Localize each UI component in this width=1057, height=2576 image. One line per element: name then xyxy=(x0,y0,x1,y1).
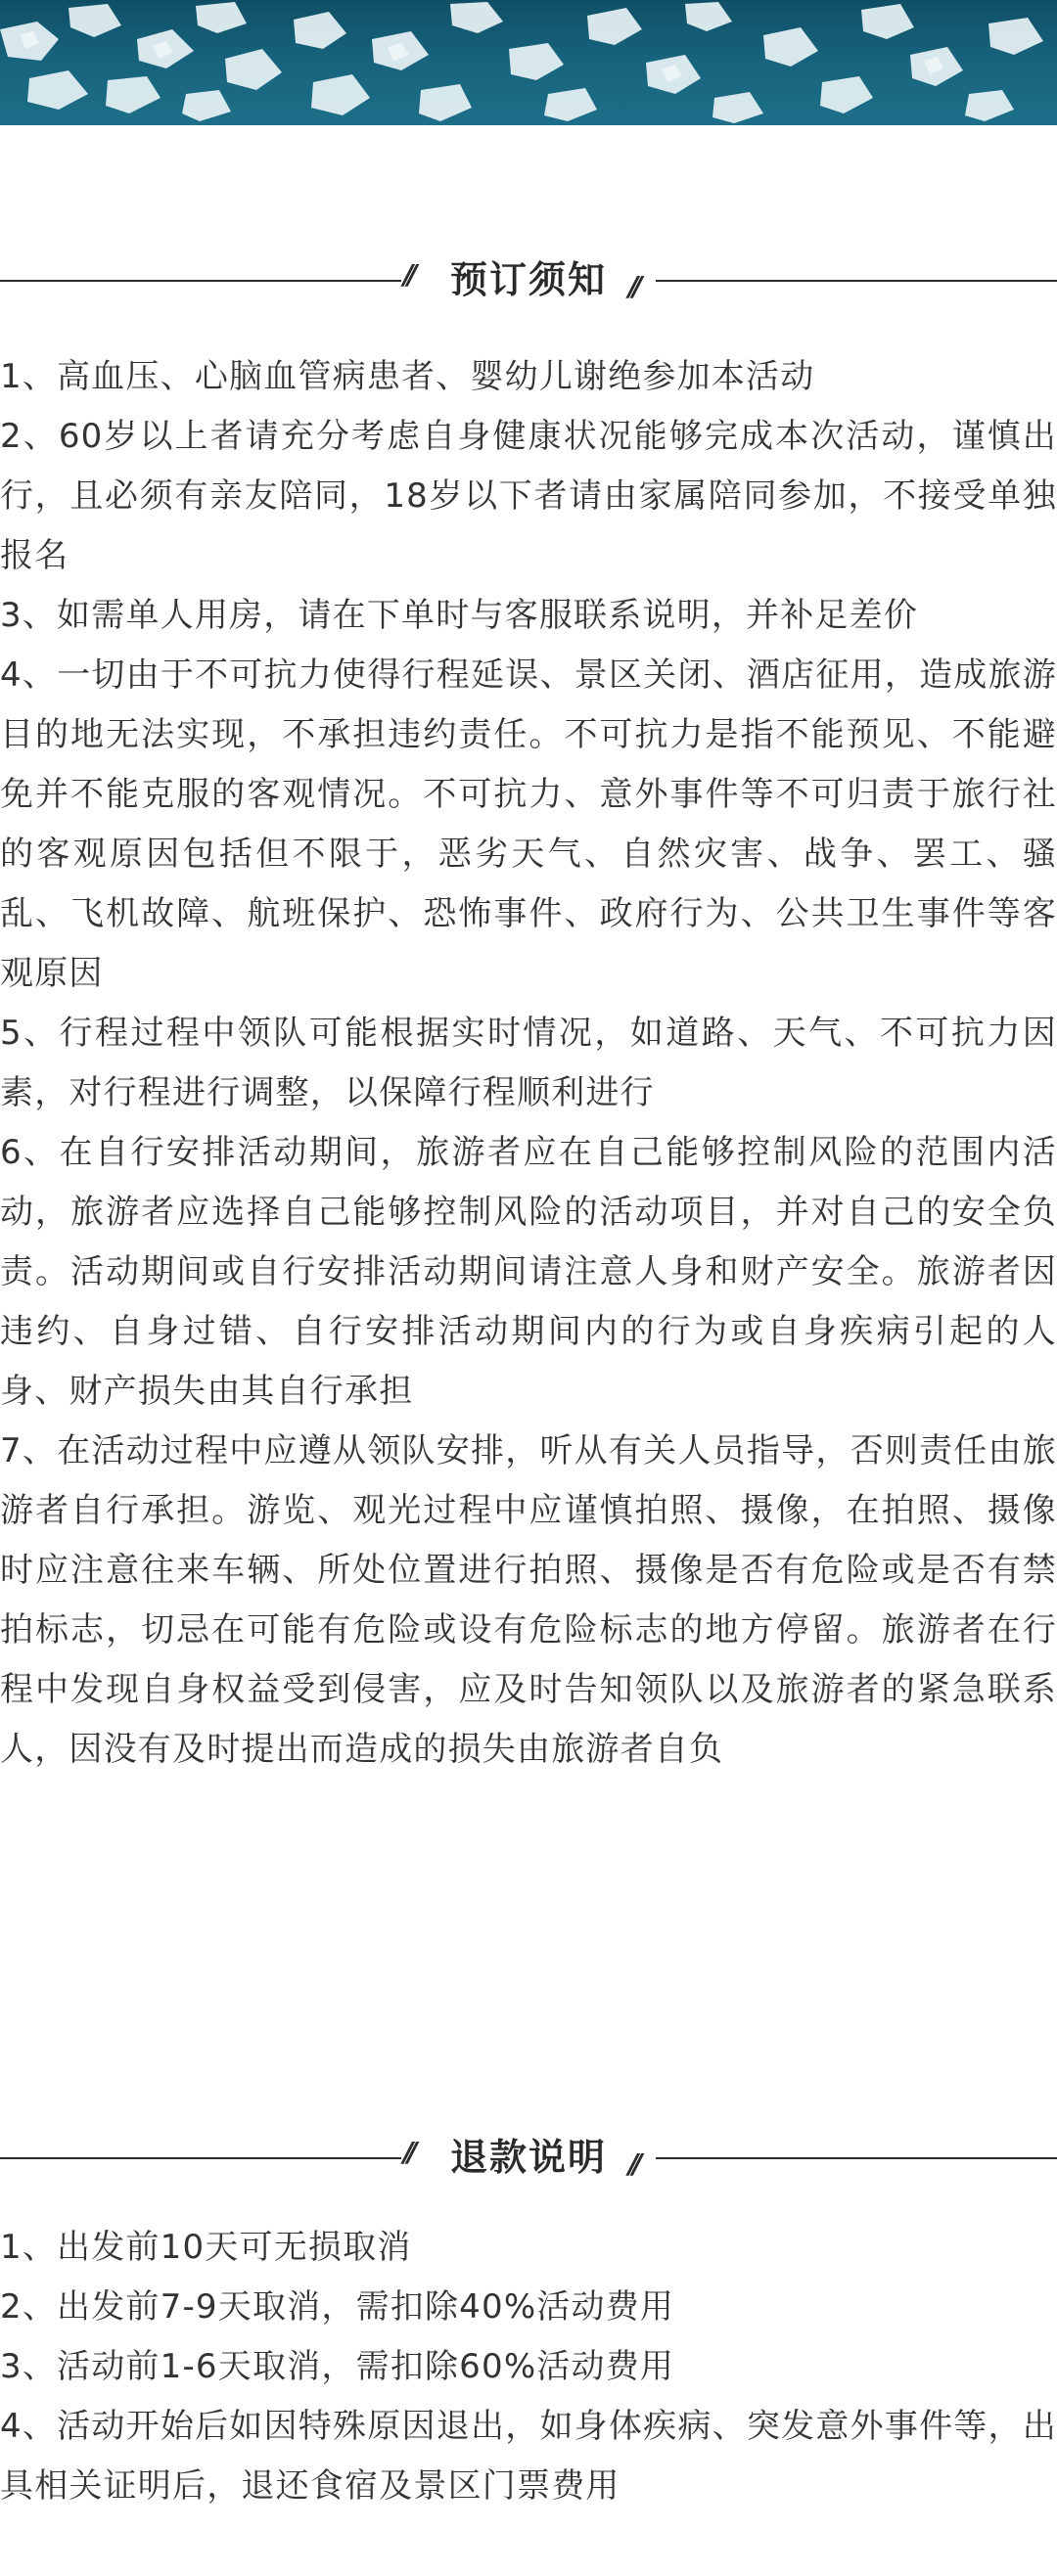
header-slash-right: // xyxy=(628,270,637,302)
header-rule-right xyxy=(656,280,1057,282)
refund-policy-item: 4、活动开始后如因特殊原因退出，如身体疾病、突发意外事件等，出具相关证明后，退还食宿及景区门票费用 xyxy=(0,2407,1057,2506)
booking-notice-header xyxy=(0,250,1057,309)
refund-policy-list xyxy=(0,2218,1057,2516)
refund-policy-header xyxy=(0,2128,1057,2187)
booking-notice-item: 5、行程过程中领队可能根据实时情况，如道路、天气、不可抗力因素，对行程进行调整，以保障行程顺利进行 xyxy=(0,1014,1057,1112)
booking-notice-item: 1、高血压、心脑血管病患者、婴幼儿谢绝参加本活动 xyxy=(0,357,815,396)
header-slash-left: // xyxy=(403,258,412,291)
refund-policy-item: 1、出发前10天可无损取消 xyxy=(0,2228,412,2267)
booking-notice-item: 2、60岁以上者请充分考虑自身健康状况能够完成本次活动，谨慎出行，且必须有亲友陪同，18岁以下者请由家属陪同参加，不接受单独报名 xyxy=(0,417,1057,575)
header-slash-left: // xyxy=(403,2136,412,2168)
ice-banner-image xyxy=(0,0,1057,125)
booking-notice-item: 7、在活动过程中应遵从领队安排，听从有关人员指导，否则责任由旅游者自行承担。游览、观光过程中应谨慎拍照、摄像，在拍照、摄像时应注意往来车辆、所处位置进行拍照、摄像是否有危险或是否有禁拍标志，切忌在可能有危险或设有危险标志的地方停留。旅游者在行程中发现自身权益受到侵害，应及时告知领队以及旅游者的紧急联系人，因没有及时提出而造成的损失由旅游者自负 xyxy=(0,1431,1057,1769)
booking-notice-item: 4、一切由于不可抗力使得行程延误、景区关闭、酒店征用，造成旅游目的地无法实现，不承担违约责任。不可抗力是指不能预见、不能避免并不能克服的客观情况。不可抗力、意外事件等不可归责于旅行社的客观原因包括但不限于，恶劣天气、自然灾害、战争、罢工、骚乱、飞机故障、航班保护、恐怖事件、政府行为、公共卫生事件等客观原因 xyxy=(0,655,1057,993)
header-rule-left xyxy=(0,280,401,282)
booking-notice-list xyxy=(0,347,1057,1780)
booking-notice-title: 预订须知 xyxy=(449,258,607,301)
refund-policy-title: 退款说明 xyxy=(449,2136,607,2179)
refund-policy-item: 3、活动前1-6天取消，需扣除60%活动费用 xyxy=(0,2347,675,2386)
booking-notice-item: 3、如需单人用房，请在下单时与客服联系说明，并补足差价 xyxy=(0,596,919,635)
booking-notice-item: 6、在自行安排活动期间，旅游者应在自己能够控制风险的范围内活动，旅游者应选择自己能够控制风险的活动项目，并对自己的安全负责。活动期间或自行安排活动期间请注意人身和财产安全。旅游者因违约、自身过错、自行安排活动期间内的行为或自身疾病引起的人身、财产损失由其自行承担 xyxy=(0,1133,1057,1411)
ice-floes-illustration xyxy=(0,0,1057,125)
header-rule-left xyxy=(0,2157,401,2159)
refund-policy-item: 2、出发前7-9天取消，需扣除40%活动费用 xyxy=(0,2287,675,2327)
header-rule-right xyxy=(656,2157,1057,2159)
header-slash-right: // xyxy=(628,2147,637,2180)
